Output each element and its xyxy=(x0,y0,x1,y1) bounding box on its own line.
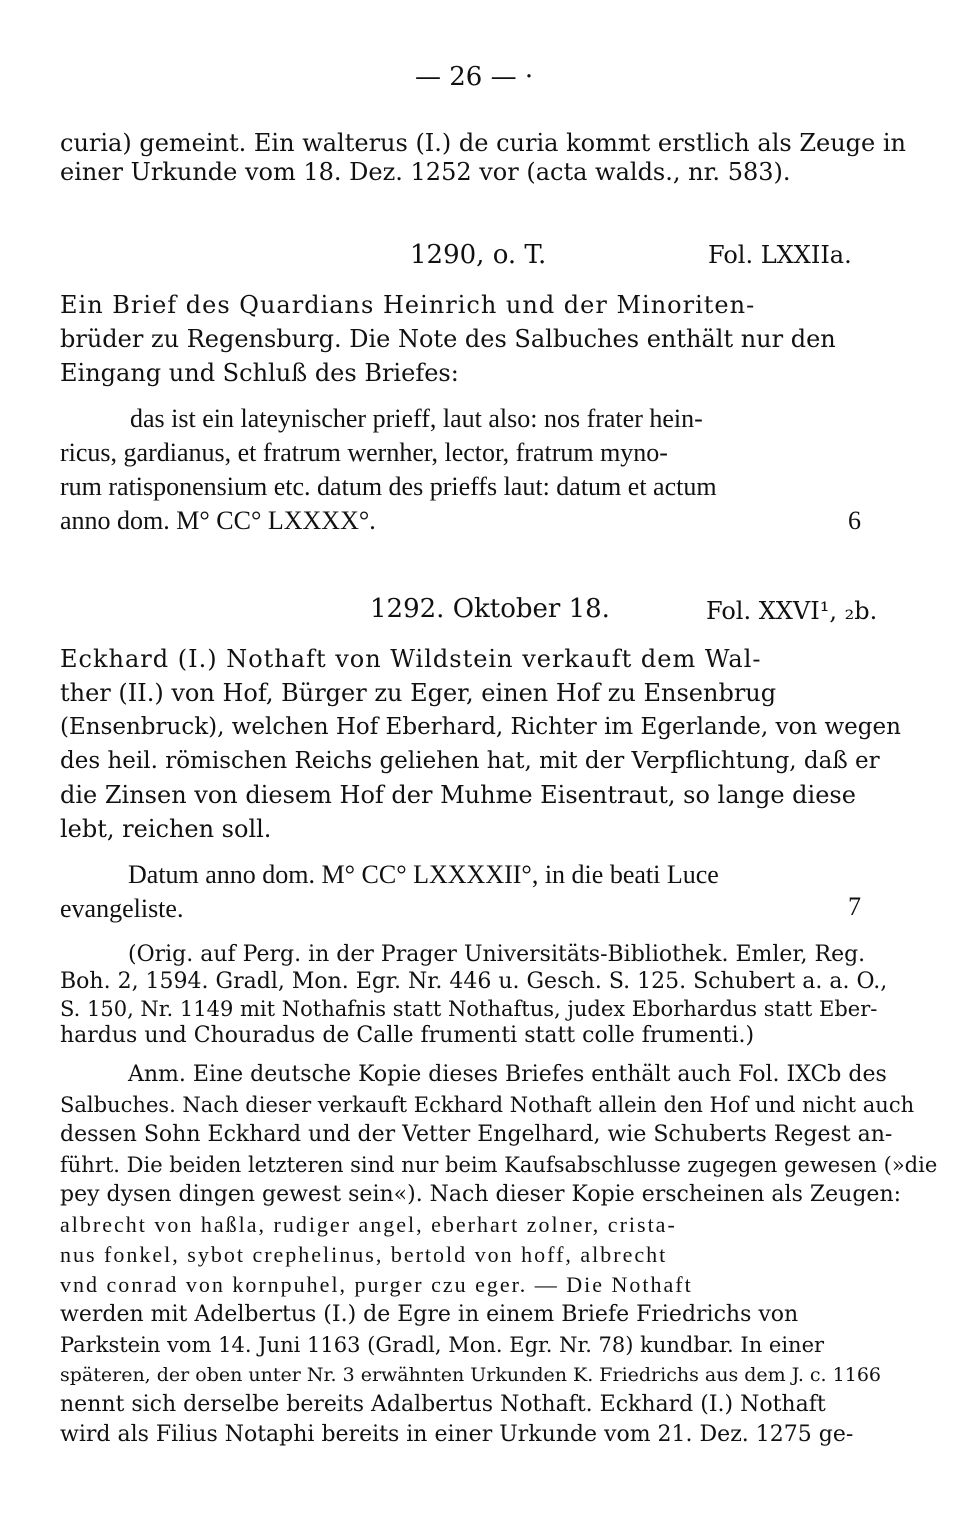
entry-date-1292: 1292. Oktober 18. xyxy=(370,594,610,624)
text-line-12: (Ensenbruck), welchen Hof Eberhard, Richter im Egerlande, von wegen xyxy=(60,714,901,740)
source-note-3: S. 150, Nr. 1149 mit Nothafnis statt Nothaftus, judex Eborhardus statt Eber- xyxy=(60,997,878,1021)
annotation-line-1: Anm. Eine deutsche Kopie dieses Briefes enthält auch Fol. IXCb des xyxy=(128,1062,887,1087)
annotation-line-4: führt. Die beiden letzteren sind nur beim Kaufsabschlusse zugegen gewesen (»die xyxy=(60,1153,938,1177)
annotation-line-5: pey dysen dingen gewest sein«). Nach dieser Kopie erscheinen als Zeugen: xyxy=(60,1182,902,1207)
annotation-line-10: Parkstein vom 14. Juni 1163 (Gradl, Mon. Egr. Nr. 78) kundbar. In einer xyxy=(60,1333,825,1357)
annotation-line-11: späteren, der oben unter Nr. 3 erwähnten Urkunden K. Friedrichs aus dem J. c. 1166 xyxy=(60,1364,881,1386)
annotation-line-6: albrecht von haßla, rudiger angel, eberhart zolner, crista- xyxy=(60,1212,677,1237)
latin-line-2: ricus, gardianus, et fratrum wernher, lector, fratrum myno- xyxy=(60,438,668,467)
source-note-4: hardus und Chouradus de Calle frumenti statt colle frumenti.) xyxy=(60,1023,755,1048)
page-number: — 26 — · xyxy=(415,62,534,92)
text-line-4: brüder zu Regensburg. Die Note des Salbuches enthält nur den xyxy=(60,325,836,353)
text-line-5: Eingang und Schluß des Briefes: xyxy=(60,359,459,387)
source-note-1: (Orig. auf Perg. in der Prager Universitäts-Bibliothek. Emler, Reg. xyxy=(128,942,866,967)
annotation-line-7: nus fonkel, sybot crephelinus, bertold von hoff, albrecht xyxy=(60,1242,668,1267)
text-line-2: einer Urkunde vom 18. Dez. 1252 vor (acta walds., nr. 583). xyxy=(60,158,791,186)
latin-line-1: das ist ein lateynischer prieff, laut also: nos frater hein- xyxy=(130,404,703,433)
annotation-line-8: vnd conrad von kornpuhel, purger czu eger. — Die Nothaft xyxy=(60,1272,693,1297)
folio-ref-xxvi: Fol. XXVI¹, ₂b. xyxy=(706,597,878,625)
annotation-line-13: wird als Filius Notaphi bereits in einer Urkunde vom 21. Dez. 1275 ge- xyxy=(60,1422,854,1447)
latin-line-4: anno dom. M° CC° LXXXX°. xyxy=(60,506,376,535)
annotation-line-9: werden mit Adelbertus (I.) de Egre in einem Briefe Friedrichs von xyxy=(60,1302,799,1327)
annotation-line-3: dessen Sohn Eckhard und der Vetter Engelhard, wie Schuberts Regest an- xyxy=(60,1122,893,1147)
text-line-14: die Zinsen von diesem Hof der Muhme Eisentraut, so lange diese xyxy=(60,781,856,809)
annotation-line-2: Salbuches. Nach dieser verkauft Eckhard Nothaft allein den Hof und nicht auch xyxy=(60,1093,915,1117)
latin-line-3: rum ratisponensium etc. datum des prieffs laut: datum et actum xyxy=(60,472,717,501)
folio-ref-lxxiia: Fol. LXXIIa. xyxy=(708,241,852,269)
source-note-2: Boh. 2, 1594. Gradl, Mon. Egr. Nr. 446 u. Gesch. S. 125. Schubert a. a. O., xyxy=(60,969,888,994)
annotation-line-12: nennt sich derselbe bereits Adalbertus Nothaft. Eckhard (I.) Nothaft xyxy=(60,1392,826,1417)
dating-line-1: Datum anno dom. M° CC° LXXXXII°, in die beati Luce xyxy=(128,860,719,889)
entry-date-1290: 1290, o. T. xyxy=(410,240,547,270)
text-line-3: Ein Brief des Quardians Heinrich und der Minoriten- xyxy=(60,291,756,319)
text-line-1: curia) gemeint. Ein walterus (I.) de curia kommt erstlich als Zeuge in xyxy=(60,129,906,157)
text-line-15: lebt, reichen soll. xyxy=(60,815,272,843)
document-number-6: 6 xyxy=(848,506,861,535)
document-number-7: 7 xyxy=(848,892,861,921)
text-line-11: ther (II.) von Hof, Bürger zu Eger, einen Hof zu Ensenbrug xyxy=(60,679,777,707)
text-line-13: des heil. römischen Reichs geliehen hat, mit der Verpflichtung, daß er xyxy=(60,748,880,774)
text-line-10: Eckhard (I.) Nothaft von Wildstein verkauft dem Wal- xyxy=(60,645,762,673)
dating-line-2: evangeliste. xyxy=(60,894,184,923)
